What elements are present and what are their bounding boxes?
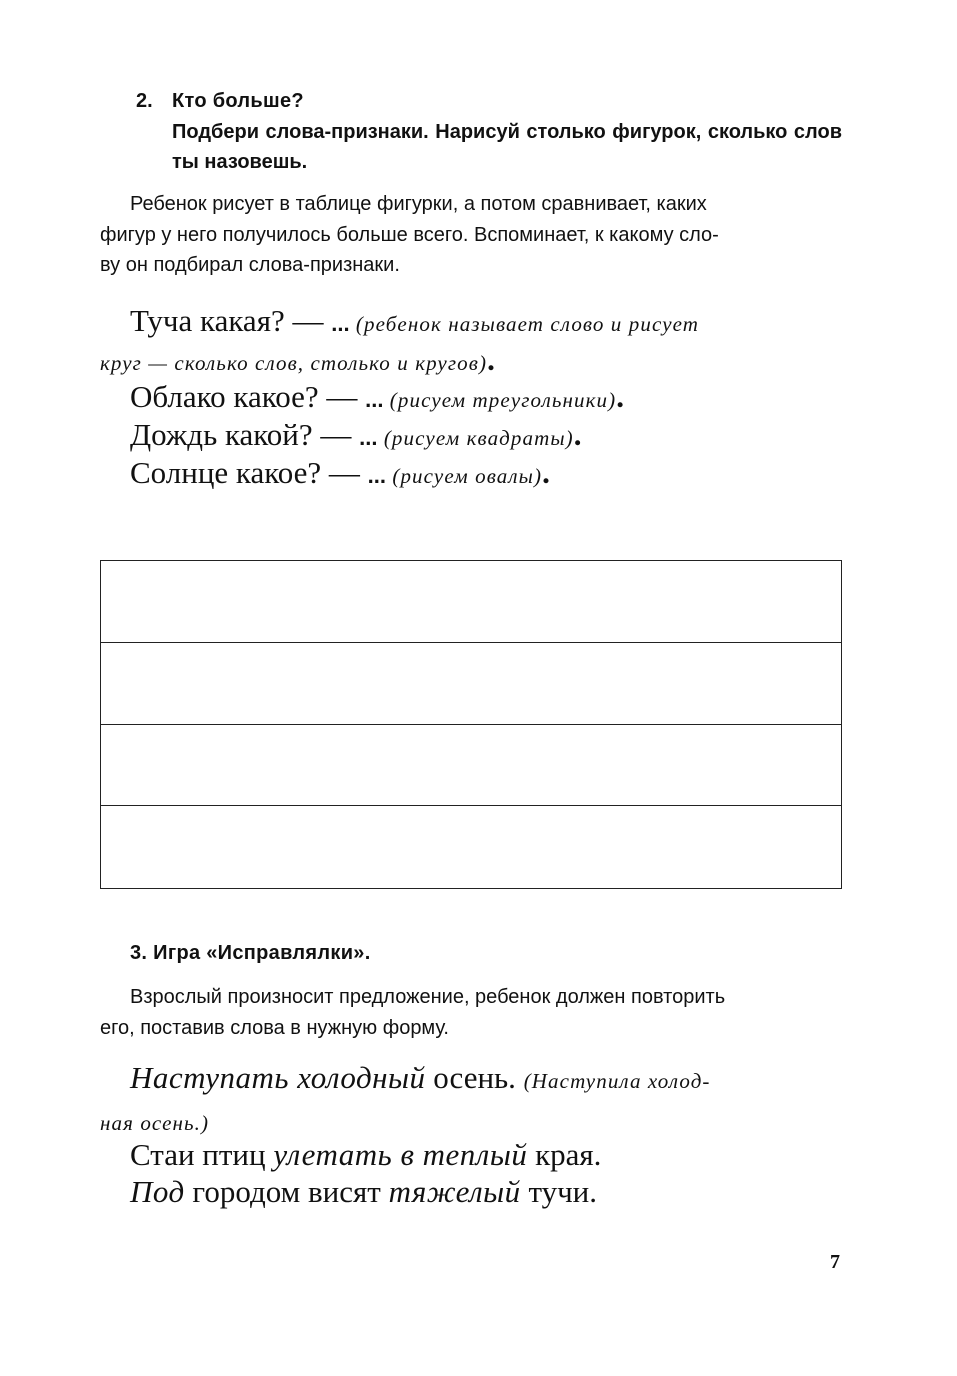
example-dots: ... <box>331 311 350 336</box>
task-3-heading <box>130 942 371 965</box>
sentence-1-answer-cont: ная осень.) <box>100 1111 210 1135</box>
example-note: круг — сколько слов, столько и кругов) <box>100 351 488 375</box>
example-line-solntse <box>130 455 550 491</box>
sentence-2-plain-end: края. <box>527 1137 602 1172</box>
example-line-oblako <box>130 379 624 415</box>
sentence-2-italic: улетать в теплый <box>273 1137 528 1172</box>
example-period: . <box>487 342 495 377</box>
example-note: (рисуем овалы) <box>386 464 543 488</box>
sentence-2 <box>130 1137 601 1173</box>
example-question: Туча какая? — <box>130 303 332 338</box>
drawing-table <box>100 560 842 889</box>
sentence-1-cont <box>100 1102 209 1138</box>
description-line: его, поставив слова в нужную форму. <box>100 1016 449 1039</box>
description-line: фигур у него получилось больше всего. Вспоминает, к какому сло- <box>100 223 719 246</box>
task-2-number: 2. <box>136 90 153 112</box>
task-3-number: 3. <box>130 942 148 964</box>
sentence-1 <box>130 1060 711 1096</box>
description-line: Взрослый произносит предложение, ребенок должен повторить <box>130 986 726 1008</box>
sentence-3-plain: городом висят <box>184 1174 389 1209</box>
example-dots: ... <box>365 387 384 412</box>
task-3-description <box>100 982 845 1043</box>
task-2-instruction: Подбери слова-признаки. Нарисуй столько фигурок, сколько слов ты назовешь. <box>172 121 842 173</box>
example-line-tucha <box>130 303 699 339</box>
example-question: Дождь какой? — <box>130 417 360 452</box>
example-period: . <box>542 455 550 490</box>
drawing-table-row[interactable] <box>101 643 841 725</box>
example-note: (рисуем треугольники) <box>383 388 617 412</box>
task-2-description <box>100 189 845 281</box>
description-line: ву он подбирал слова-признаки. <box>100 254 400 276</box>
example-note: (рисуем квадраты) <box>377 426 574 450</box>
example-question: Солнце какое? — <box>130 455 368 490</box>
example-line-dozhd <box>130 417 582 453</box>
example-period: . <box>616 379 625 414</box>
sentence-3-plain-end: тучи. <box>520 1174 598 1209</box>
example-dots: ... <box>359 425 378 450</box>
sentence-1-answer: (Наступила холод- <box>523 1069 711 1093</box>
sentence-2-plain: Стаи птиц <box>130 1137 274 1172</box>
example-note: (ребенок называет слово и рисует <box>349 312 700 336</box>
task-3-title: Игра «Исправлялки». <box>153 942 371 964</box>
example-line-tucha-cont <box>100 342 495 378</box>
sentence-1-plain: осень. <box>425 1060 524 1095</box>
drawing-table-row[interactable] <box>101 561 841 643</box>
description-line: Ребенок рисует в таблице фигурки, а потом сравнивает, каких <box>130 193 707 215</box>
drawing-table-row[interactable] <box>101 806 841 888</box>
sentence-3-italic: Под <box>130 1174 185 1209</box>
drawing-table-row[interactable] <box>101 725 841 807</box>
task-2-title: Кто больше? <box>172 90 304 112</box>
example-question: Облако какое? — <box>130 379 366 414</box>
sentence-3-italic-2: тяжелый <box>388 1174 521 1209</box>
example-period: . <box>573 417 582 452</box>
sentence-3 <box>130 1174 597 1210</box>
page-number: 7 <box>830 1251 840 1273</box>
sentence-1-italic: Наступать холодный <box>130 1060 426 1095</box>
example-dots: ... <box>367 463 387 488</box>
